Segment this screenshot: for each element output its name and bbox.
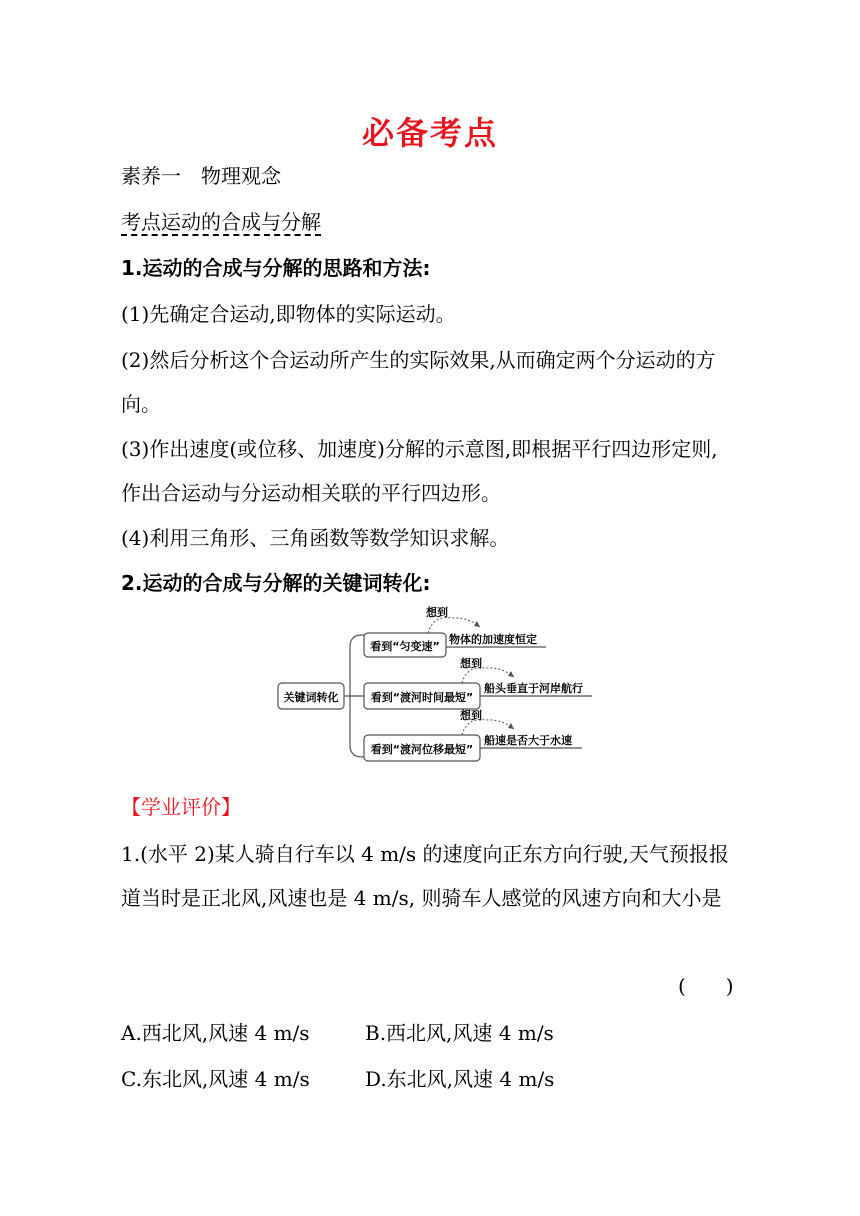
diagram-see-label-3: 看到“渡河位移最短” xyxy=(370,743,474,756)
evaluation-heading: 【学业评价】 xyxy=(121,795,241,819)
diagram-see-label-2: 看到“渡河时间最短” xyxy=(370,691,474,704)
topic-heading: 考点运动的合成与分解 xyxy=(121,210,321,234)
heading-2: 2.运动的合成与分解的关键词转化: xyxy=(121,571,431,595)
diagram-arrowhead-3 xyxy=(508,723,514,729)
option-d: D.东北风,风速 4 m/s xyxy=(365,1067,555,1091)
option-c: C.东北风,风速 4 m/s xyxy=(121,1067,310,1091)
section-heading: 素养一 物理观念 xyxy=(121,164,281,188)
heading-1: 1.运动的合成与分解的思路和方法: xyxy=(121,256,431,280)
diagram-see-label-1: 看到“匀变速” xyxy=(370,640,440,653)
diagram-think-3: 想到 xyxy=(460,709,482,722)
diagram-brace xyxy=(344,635,364,757)
answer-bracket: ( ) xyxy=(678,974,734,998)
diagram-result-1: 物体的加速度恒定 xyxy=(449,633,537,646)
option-b: B.西北风,风速 4 m/s xyxy=(365,1021,554,1045)
paragraph-4: (4)利用三角形、三角函数等数学知识求解。 xyxy=(121,526,510,550)
paragraph-3b: 作出合运动与分运动相关联的平行四边形。 xyxy=(121,481,501,505)
paragraph-1: (1)先确定合运动,即物体的实际运动。 xyxy=(121,302,456,326)
question-1-line-a: 1.(水平 2)某人骑自行车以 4 m/s 的速度向正东方向行驶,天气预报报 xyxy=(121,842,729,866)
paragraph-2a: (2)然后分析这个合运动所产生的实际效果,从而确定两个分运动的方 xyxy=(121,348,716,372)
diagram-think-1: 想到 xyxy=(426,606,448,619)
diagram-result-3: 船速是否大于水速 xyxy=(484,734,572,747)
diagram-result-2: 船头垂直于河岸航行 xyxy=(484,682,583,695)
diagram-root-label: 关键词转化 xyxy=(283,691,339,704)
paragraph-3a: (3)作出速度(或位移、加速度)分解的示意图,即根据平行四边形定则, xyxy=(121,437,718,461)
diagram-arrowhead-1 xyxy=(474,621,480,627)
keyword-diagram xyxy=(270,605,610,770)
diagram-arrowhead-2 xyxy=(508,671,514,677)
paragraph-2b: 向。 xyxy=(121,392,161,416)
diagram-arrow-1 xyxy=(428,618,480,633)
question-1-line-b: 道当时是正北风,风速也是 4 m/s, 则骑车人感觉的风速方向和大小是 xyxy=(121,886,722,910)
page-title: 必备考点 xyxy=(361,114,498,152)
diagram-think-2: 想到 xyxy=(460,657,482,670)
option-a: A.西北风,风速 4 m/s xyxy=(121,1021,310,1045)
